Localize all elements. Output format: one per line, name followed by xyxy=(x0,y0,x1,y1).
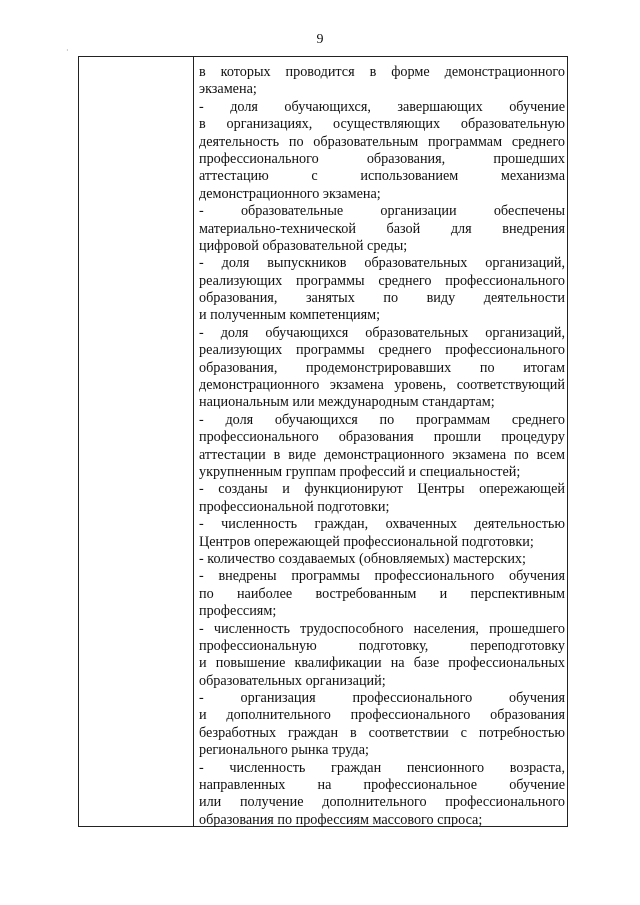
text-line: профессиям; xyxy=(199,603,277,620)
text-line: в которых проводится в форме демонстрационного xyxy=(199,64,565,80)
text-line: образования по профессиям массового спроса; xyxy=(199,811,483,828)
text-line: - доля обучающихся, завершающих обучение xyxy=(199,98,565,115)
text-line: реализующих программы среднего профессионального xyxy=(199,272,565,289)
text-line: - численность граждан, охваченных деятельностью xyxy=(199,516,565,533)
text-line: регионального рынка труда; xyxy=(199,742,369,759)
text-line: и повышение квалификации на базе профессиональных xyxy=(199,655,565,672)
text-line: и дополнительного профессионального образования xyxy=(199,707,565,724)
text-line: экзамена; xyxy=(199,81,257,98)
text-line: - организация профессионального обучения xyxy=(199,690,565,707)
text-line: демонстрационного экзамена уровень, соответствующий xyxy=(199,377,565,394)
text-line: по наиболее востребованным и перспективным xyxy=(199,585,565,602)
text-line: аттестации в виде демонстрационного экзамена по всем xyxy=(199,446,565,463)
text-line: реализующих программы среднего профессионального xyxy=(199,342,565,359)
text-line: - численность трудоспособного населения, прошедшего xyxy=(199,620,565,637)
text-line: или получение дополнительного профессионального xyxy=(199,794,565,811)
table-right-column xyxy=(194,57,567,826)
text-line: демонстрационного экзамена; xyxy=(199,185,381,202)
text-line: укрупненным группам профессий и специальностей; xyxy=(199,463,521,480)
text-line: профессионального образования прошли процедуру xyxy=(199,429,565,446)
text-line: профессиональной подготовки; xyxy=(199,498,390,515)
text-line: - образовательные организации обеспечены xyxy=(199,203,565,220)
text-line: материально-технической базой для внедрения xyxy=(199,220,565,237)
text-line: цифровой образовательной среды; xyxy=(199,237,408,254)
text-line: деятельность по образовательным программам среднего xyxy=(199,133,565,150)
text-line: профессиональную подготовку, переподготовку xyxy=(199,637,565,654)
text-line: - созданы и функционируют Центры опережающей xyxy=(199,481,565,498)
text-line: - численность граждан пенсионного возраста, xyxy=(199,759,565,776)
text-line: и полученным компетенциям; xyxy=(199,307,381,324)
text-line: образовательных организаций; xyxy=(199,672,386,689)
text-line: - доля выпускников образовательных организаций, xyxy=(199,255,565,272)
text-line: в организациях, осуществляющих образовательную xyxy=(199,116,565,133)
text-line: национальным или международным стандартам; xyxy=(199,394,495,411)
text-line: - количество создаваемых (обновляемых) мастерских; xyxy=(199,550,526,567)
document-table xyxy=(78,56,568,827)
text-line: - доля обучающихся по программам среднего xyxy=(199,411,565,428)
text-line: - доля обучающихся образовательных организаций, xyxy=(199,324,565,341)
text-line: - внедрены программы профессионального обучения xyxy=(199,568,565,585)
margin-mark: · xyxy=(66,46,69,55)
table-left-column xyxy=(79,57,194,826)
text-line: Центров опережающей профессиональной подготовки; xyxy=(199,533,534,550)
text-line: профессионального образования, прошедших xyxy=(199,150,565,167)
text-line: направленных на профессиональное обучение xyxy=(199,777,565,794)
text-line: безработных граждан в соответствии с потребностью xyxy=(199,724,565,741)
text-line: образования, продемонстрировавших по итогам xyxy=(199,359,565,376)
page-number: 9 xyxy=(316,32,324,47)
text-line: образования, занятых по виду деятельности xyxy=(199,290,565,307)
text-line: аттестацию с использованием механизма xyxy=(199,168,565,185)
